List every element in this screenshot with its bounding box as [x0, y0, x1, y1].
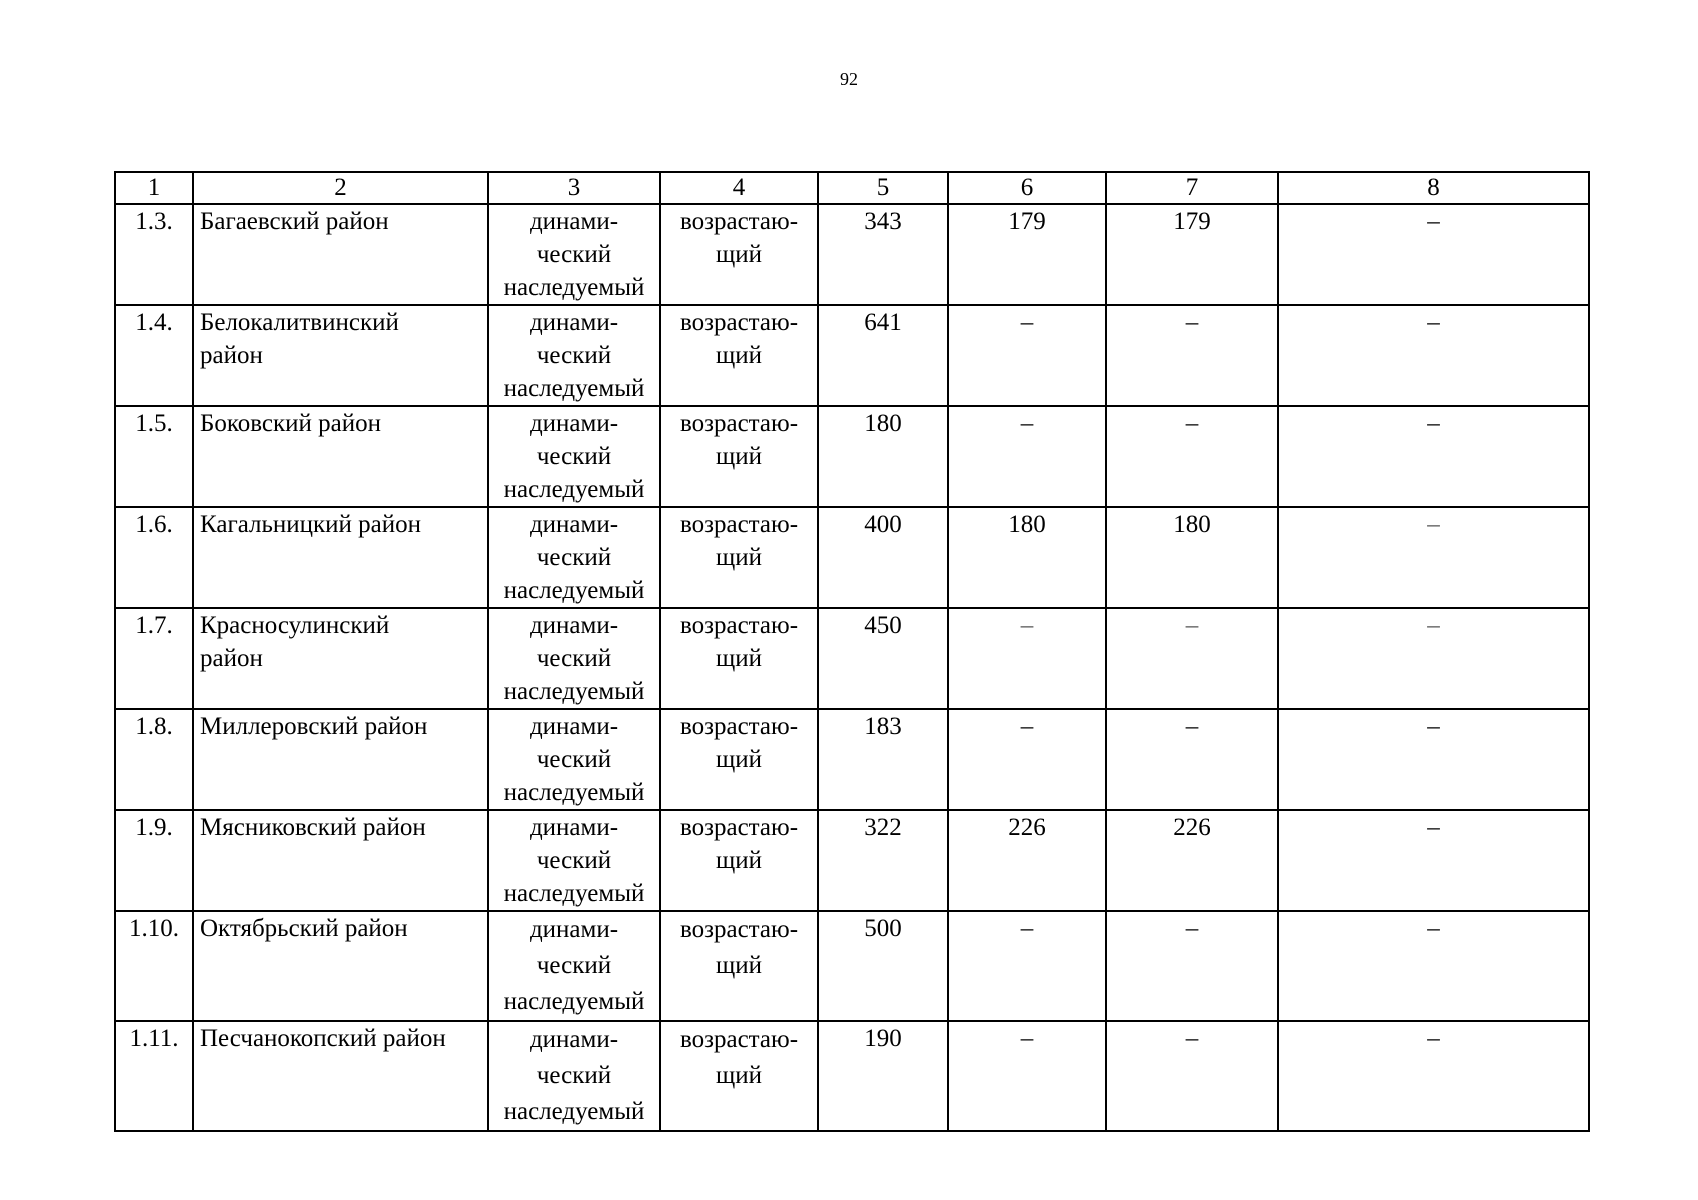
row-number: 1.11. [115, 1021, 193, 1131]
value-col-5: 183 [818, 709, 948, 810]
trend-cell [660, 911, 818, 1021]
row-number: 1.3. [115, 204, 193, 305]
trend-line: возрастаю- [679, 713, 799, 740]
type-line: ческий [536, 241, 612, 268]
trend-line: щий [715, 443, 762, 470]
trend-line: возрастаю- [679, 612, 799, 639]
district-name-line: Багаевский район [200, 208, 389, 235]
type-line: динами- [529, 612, 619, 639]
type-line: динами- [529, 713, 619, 740]
type-cell [488, 507, 660, 608]
trend-line: щий [715, 241, 762, 268]
district-name-line: Песчанокопский район [200, 1025, 446, 1052]
row-number: 1.10. [115, 911, 193, 1021]
value-col-6: – [948, 406, 1106, 507]
value-col-7: 180 [1106, 507, 1278, 608]
page-number: 92 [840, 69, 858, 89]
table-row [115, 507, 1589, 608]
table-row [115, 305, 1589, 406]
type-line: наследуемый [503, 1098, 645, 1125]
column-header: 5 [818, 172, 948, 204]
type-line: наследуемый [503, 880, 645, 907]
column-header: 7 [1106, 172, 1278, 204]
type-cell [488, 305, 660, 406]
trend-cell [660, 709, 818, 810]
district-name [193, 1021, 488, 1131]
type-line: динами- [529, 208, 619, 235]
value-col-6: – [948, 1021, 1106, 1131]
district-name [193, 204, 488, 305]
value-col-5: 343 [818, 204, 948, 305]
type-cell [488, 608, 660, 709]
type-line: динами- [529, 916, 619, 943]
district-name [193, 709, 488, 810]
district-name-line: район [200, 342, 263, 369]
table-row [115, 1021, 1589, 1131]
trend-line: возрастаю- [679, 208, 799, 235]
value-col-5: 500 [818, 911, 948, 1021]
table-row [115, 810, 1589, 911]
trend-line: возрастаю- [679, 309, 799, 336]
column-header: 4 [660, 172, 818, 204]
trend-cell [660, 810, 818, 911]
district-name-line: Миллеровский район [200, 713, 428, 740]
column-header: 3 [488, 172, 660, 204]
trend-line: щий [715, 1062, 762, 1089]
row-number: 1.9. [115, 810, 193, 911]
table-row [115, 608, 1589, 709]
value-col-6: 226 [948, 810, 1106, 911]
value-col-8: – [1278, 507, 1589, 608]
value-col-8: – [1278, 608, 1589, 709]
trend-line: щий [715, 544, 762, 571]
type-cell [488, 911, 660, 1021]
district-name-line: Кагальницкий район [200, 511, 422, 538]
value-col-6: – [948, 911, 1106, 1021]
trend-line: щий [715, 847, 762, 874]
table-header-row [115, 172, 1589, 204]
value-col-8: – [1278, 406, 1589, 507]
district-table [114, 171, 1590, 1132]
district-name [193, 305, 488, 406]
type-line: наследуемый [503, 274, 645, 301]
type-line: ческий [536, 1062, 612, 1089]
district-name [193, 507, 488, 608]
table-row [115, 406, 1589, 507]
type-line: ческий [536, 645, 612, 672]
type-line: ческий [536, 952, 612, 979]
type-line: ческий [536, 847, 612, 874]
type-cell [488, 709, 660, 810]
type-cell [488, 204, 660, 305]
value-col-8: – [1278, 305, 1589, 406]
type-line: наследуемый [503, 375, 645, 402]
trend-line: возрастаю- [679, 511, 799, 538]
value-col-6: 180 [948, 507, 1106, 608]
district-name [193, 406, 488, 507]
trend-line: возрастаю- [679, 410, 799, 437]
type-line: ческий [536, 544, 612, 571]
district-name-line: Мясниковский район [200, 814, 426, 841]
trend-line: щий [715, 746, 762, 773]
district-name [193, 608, 488, 709]
table-row [115, 709, 1589, 810]
type-line: динами- [529, 814, 619, 841]
type-line: наследуемый [503, 988, 645, 1015]
value-col-6: 179 [948, 204, 1106, 305]
value-col-7: 179 [1106, 204, 1278, 305]
trend-cell [660, 1021, 818, 1131]
column-header: 6 [948, 172, 1106, 204]
trend-cell [660, 507, 818, 608]
type-line: динами- [529, 511, 619, 538]
type-cell [488, 406, 660, 507]
trend-cell [660, 406, 818, 507]
value-col-7: – [1106, 305, 1278, 406]
type-cell [488, 1021, 660, 1131]
column-header: 2 [193, 172, 488, 204]
value-col-7: – [1106, 406, 1278, 507]
type-line: ческий [536, 443, 612, 470]
type-line: наследуемый [503, 779, 645, 806]
value-col-5: 190 [818, 1021, 948, 1131]
table-row [115, 204, 1589, 305]
column-header: 1 [115, 172, 193, 204]
value-col-6: – [948, 709, 1106, 810]
value-col-8: – [1278, 204, 1589, 305]
district-name-line: Белокалитвинский [200, 309, 399, 336]
type-line: ческий [536, 746, 612, 773]
value-col-7: – [1106, 1021, 1278, 1131]
value-col-7: – [1106, 608, 1278, 709]
district-name-line: Боковский район [200, 410, 381, 437]
value-col-5: 322 [818, 810, 948, 911]
value-col-7: 226 [1106, 810, 1278, 911]
trend-cell [660, 305, 818, 406]
trend-line: возрастаю- [679, 1026, 799, 1053]
type-line: ческий [536, 342, 612, 369]
value-col-5: 641 [818, 305, 948, 406]
type-line: наследуемый [503, 476, 645, 503]
district-name-line: Красносулинский [200, 612, 390, 639]
row-number: 1.8. [115, 709, 193, 810]
type-line: динами- [529, 309, 619, 336]
type-line: наследуемый [503, 577, 645, 604]
value-col-6: – [948, 608, 1106, 709]
district-name [193, 810, 488, 911]
trend-cell [660, 608, 818, 709]
trend-line: возрастаю- [679, 916, 799, 943]
trend-cell [660, 204, 818, 305]
value-col-5: 400 [818, 507, 948, 608]
value-col-8: – [1278, 911, 1589, 1021]
table-row [115, 911, 1589, 1021]
value-col-7: – [1106, 911, 1278, 1021]
value-col-8: – [1278, 810, 1589, 911]
type-cell [488, 810, 660, 911]
district-name-line: район [200, 645, 263, 672]
value-col-5: 450 [818, 608, 948, 709]
value-col-8: – [1278, 1021, 1589, 1131]
row-number: 1.5. [115, 406, 193, 507]
column-header: 8 [1278, 172, 1589, 204]
trend-line: щий [715, 342, 762, 369]
trend-line: щий [715, 645, 762, 672]
type-line: динами- [529, 1026, 619, 1053]
value-col-8: – [1278, 709, 1589, 810]
value-col-6: – [948, 305, 1106, 406]
district-name-line: Октябрьский район [200, 915, 408, 942]
trend-line: возрастаю- [679, 814, 799, 841]
type-line: наследуемый [503, 678, 645, 705]
value-col-7: – [1106, 709, 1278, 810]
row-number: 1.4. [115, 305, 193, 406]
row-number: 1.7. [115, 608, 193, 709]
trend-line: щий [715, 952, 762, 979]
type-line: динами- [529, 410, 619, 437]
value-col-5: 180 [818, 406, 948, 507]
district-name [193, 911, 488, 1021]
row-number: 1.6. [115, 507, 193, 608]
